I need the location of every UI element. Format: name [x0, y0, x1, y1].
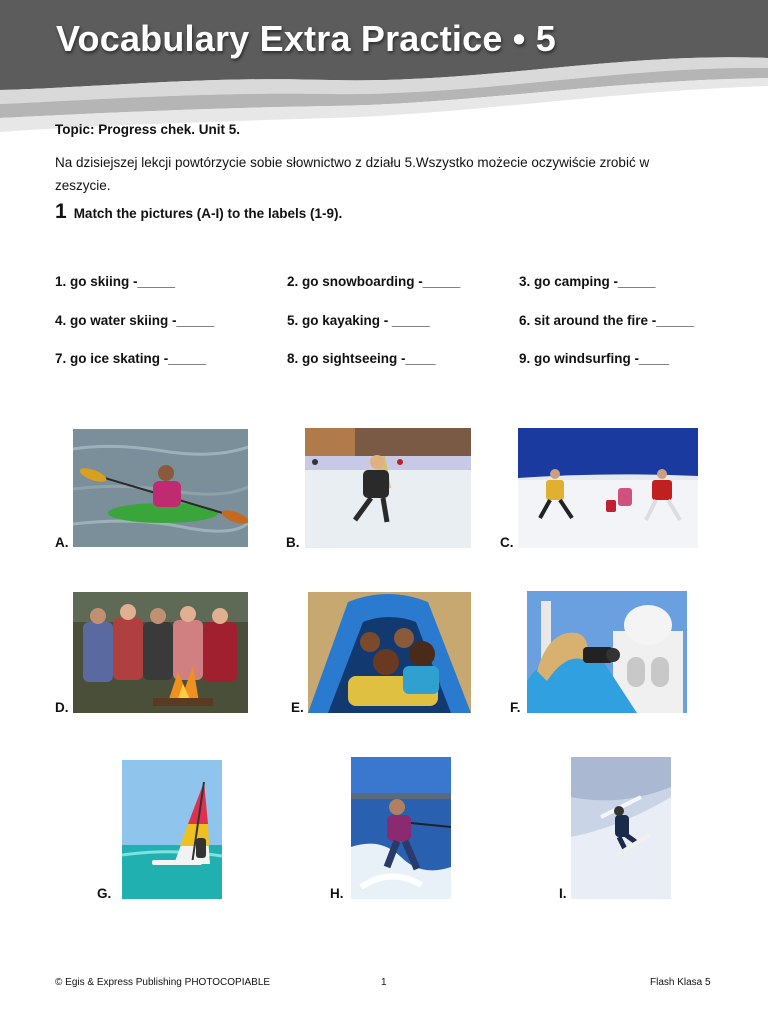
- picture-letter: D.: [55, 700, 69, 715]
- intro-text: Na dzisiejszej lekcji powtórzycie sobie słownictwo z działu 5.Wszystko możecie oczywiście zrobić w zeszycie.: [55, 155, 650, 193]
- picture-ice-skating: [305, 428, 471, 548]
- label-item: 7. go ice skating -_____: [55, 351, 206, 366]
- picture-letter: C.: [500, 535, 514, 550]
- label-item: 6. sit around the fire -_____: [519, 313, 694, 328]
- label-item: 9. go windsurfing -____: [519, 351, 670, 366]
- picture-letter: E.: [291, 700, 304, 715]
- label-item: 4. go water skiing -_____: [55, 313, 215, 328]
- label-item: 2. go snowboarding -_____: [287, 274, 461, 289]
- picture-letter: F.: [510, 700, 521, 715]
- task-number: 1: [55, 200, 67, 223]
- footer-copyright: © Egis & Express Publishing PHOTOCOPIABLE: [55, 977, 271, 988]
- picture-kayaking: [73, 429, 248, 547]
- picture-snowboarding: [571, 757, 671, 899]
- picture-letter: I.: [559, 886, 567, 901]
- picture-letter: B.: [286, 535, 300, 550]
- label-item: 3. go camping -_____: [519, 274, 656, 289]
- task-instruction: [55, 200, 342, 224]
- picture-sightseeing: [527, 591, 687, 713]
- footer-page-number: 1: [381, 977, 387, 988]
- picture-camping-tent: [308, 592, 471, 713]
- topic-heading: Topic: Progress chek. Unit 5.: [55, 122, 241, 137]
- picture-letter: H.: [330, 886, 344, 901]
- header-banner: [0, 0, 768, 135]
- label-item: 5. go kayaking - _____: [287, 313, 430, 328]
- picture-water-skiing: [351, 757, 451, 899]
- page-title: Vocabulary Extra Practice • 5: [56, 18, 556, 59]
- picture-windsurfing: [122, 760, 222, 899]
- footer-course-name: Flash Klasa 5: [650, 977, 711, 988]
- picture-campfire: [73, 592, 248, 713]
- label-item: 8. go sightseeing -____: [287, 351, 436, 366]
- task-text: Match the pictures (A-I) to the labels (1-9).: [73, 206, 343, 221]
- label-item: 1. go skiing -_____: [55, 274, 176, 289]
- picture-skiing: [518, 428, 698, 548]
- picture-letter: A.: [55, 535, 69, 550]
- picture-letter: G.: [97, 886, 112, 901]
